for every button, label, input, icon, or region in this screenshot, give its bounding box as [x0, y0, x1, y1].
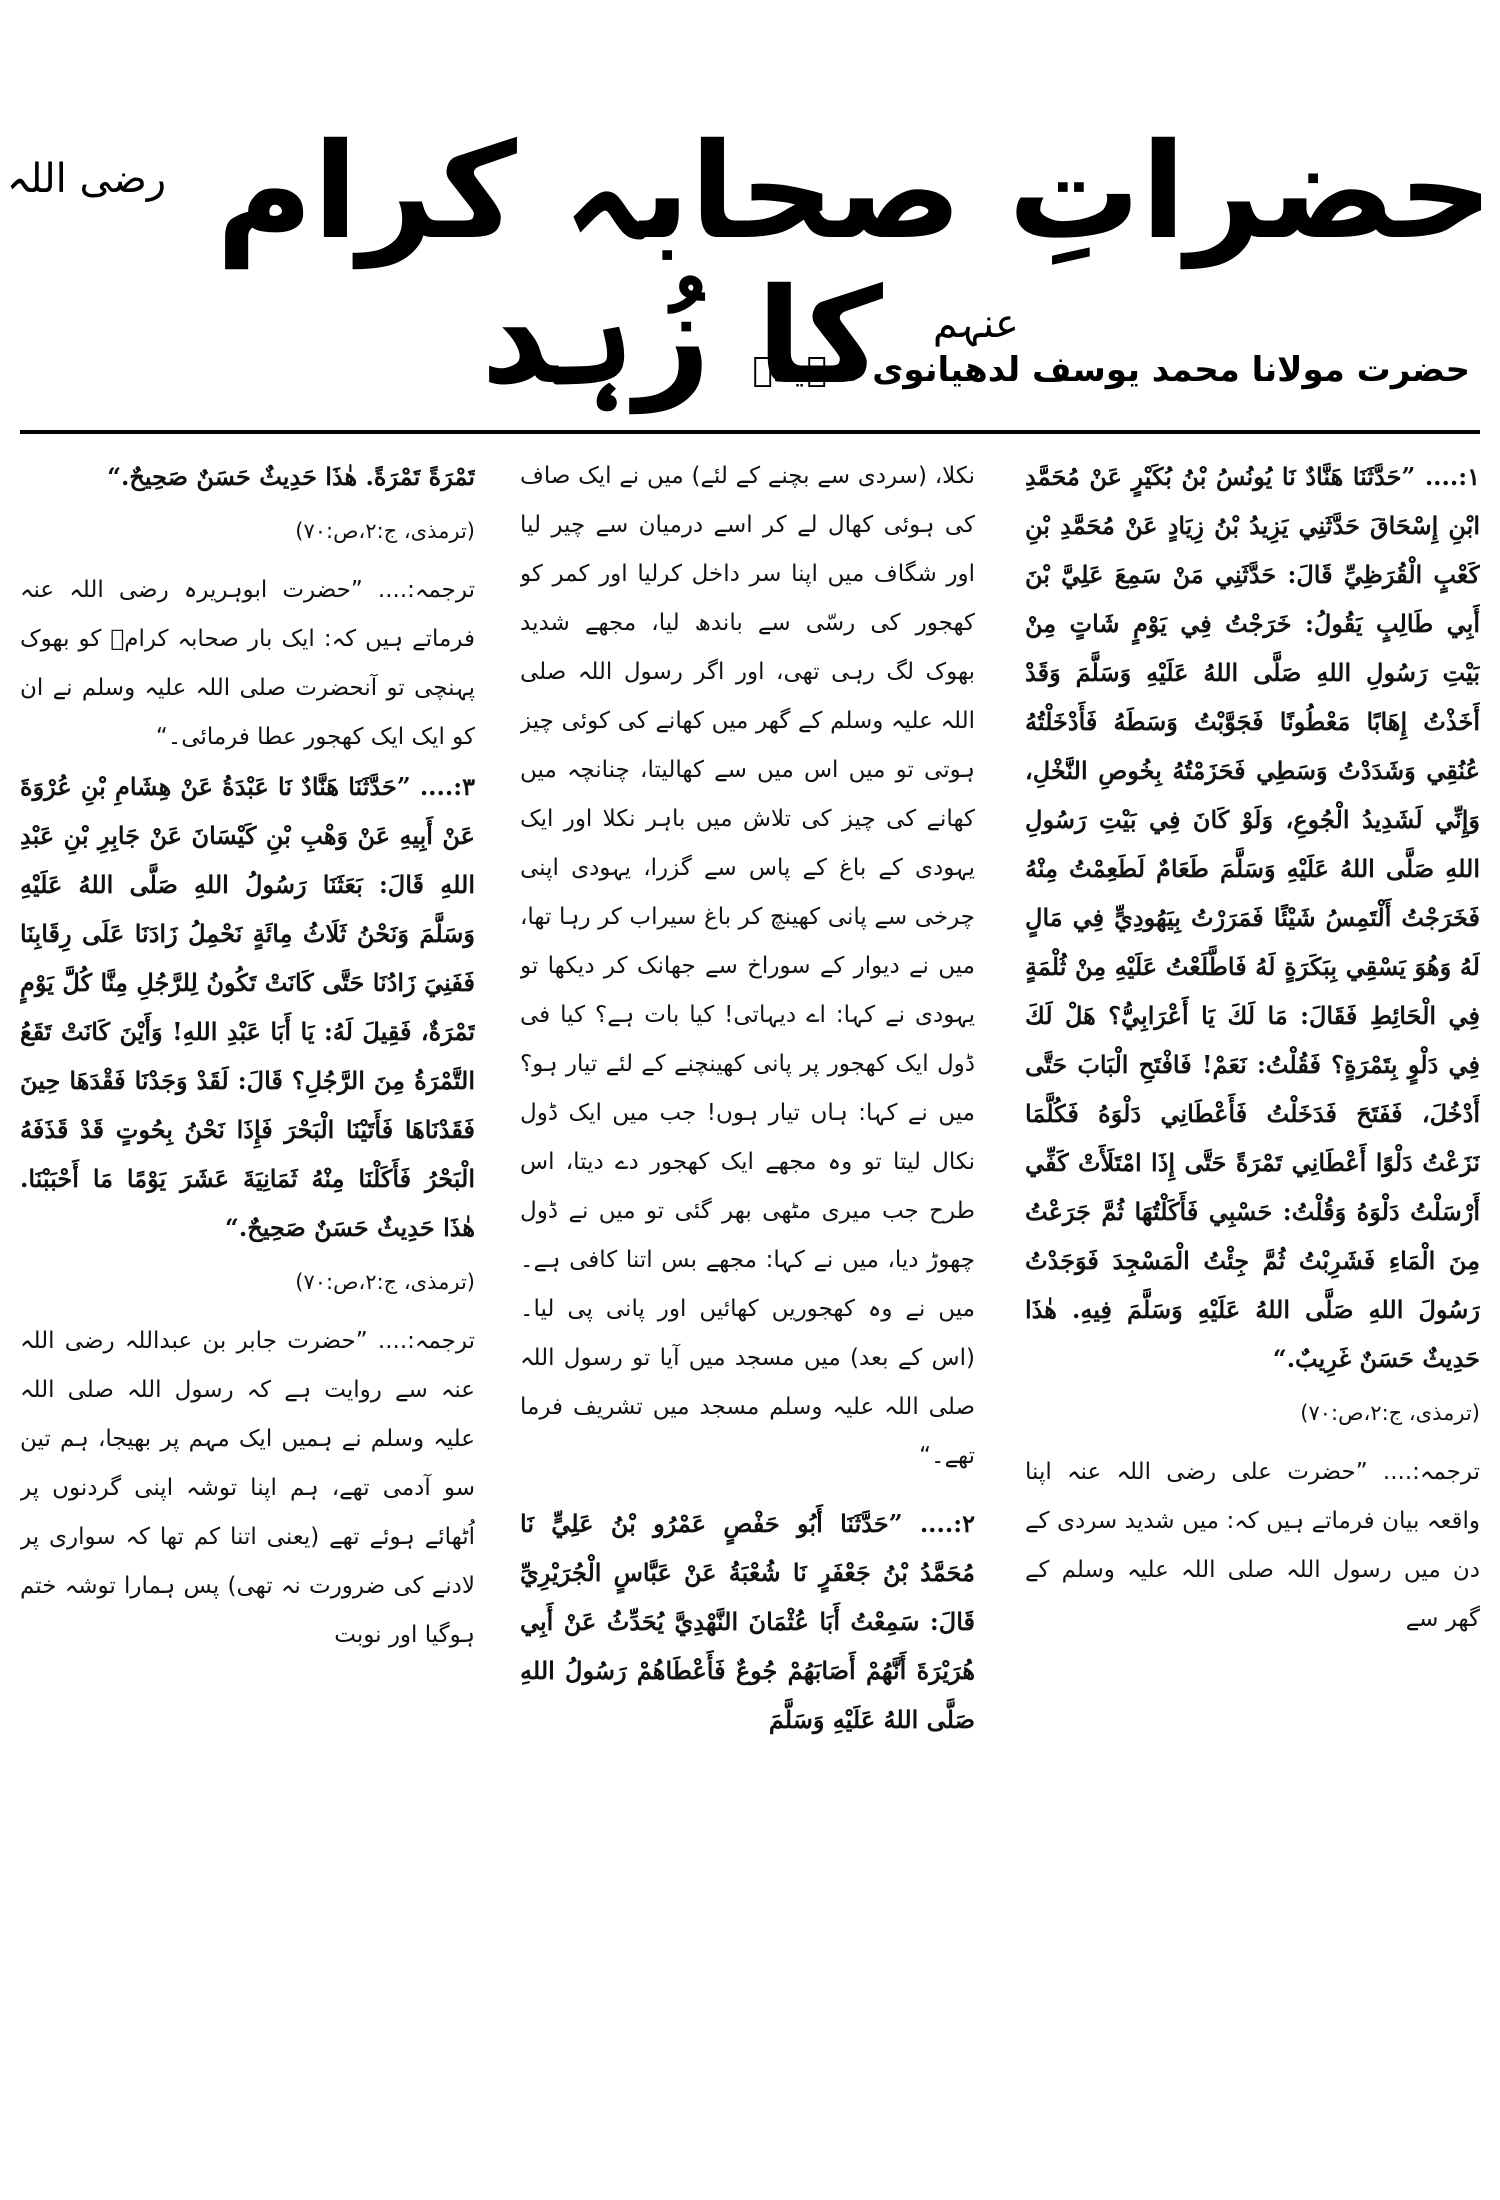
hadith-1-reference: (ترمذی، ج:۲،ص:۷۰)	[1300, 1401, 1480, 1425]
author-byline: حضرت مولانا محمد یوسف لدھیانوی شہیدؒ	[752, 350, 1470, 390]
hadith-1-arabic: ۱:.... ”حَدَّثَنَا هَنَّادٌ نَا يُونُسُ بْنُ بُكَيْرٍ عَنْ مُحَمَّدِ ابْنِ إِسْحَاقَ حَدَّثَنِي يَزِيدُ بْنُ زِيَادٍ عَنْ مُحَمَّدِ بْنِ كَعْبٍ الْقُرَظِيِّ قَالَ: حَدَّثَنِي مَنْ سَمِعَ عَلِيَّ بْنَ أَبِي طَالِبٍ يَقُولُ: خَرَجْتُ فِي يَوْمٍ شَاتٍ مِنْ بَيْتِ رَسُولِ اللهِ صَلَّى اللهُ عَلَيْهِ وَسَلَّمَ وَقَدْ أَخَذْتُ إِهَابًا مَعْطُونًا فَجَوَّبْتُ وَسَطَهُ فَأَدْخَلْتُهُ عُنُقِي وَشَدَدْتُ وَسَطِي فَحَزَمْتُهُ بِخُوصِ النَّخْلِ، وَإِنِّي لَشَدِيدُ الْجُوعِ، وَلَوْ كَانَ فِي بَيْتِ رَسُولِ اللهِ صَلَّى اللهُ عَلَيْهِ وَسَلَّمَ طَعَامٌ لَطَعِمْتُ مِنْهُ فَخَرَجْتُ أَلْتَمِسُ شَيْئًا فَمَرَرْتُ بِيَهُودِيٍّ فِي مَالٍ لَهُ وَهُوَ يَسْقِي بِبَكَرَةٍ لَهُ فَاطَّلَعْتُ عَلَيْهِ مِنْ ثُلْمَةٍ فِي الْحَائِطِ فَقَالَ: مَا لَكَ يَا أَعْرَابِيُّ؟ هَلْ لَكَ فِي دَلْوٍ بِتَمْرَةٍ؟ فَقُلْتُ: نَعَمْ! فَافْتَحِ الْبَابَ حَتَّى أَدْخُلَ، فَفَتَحَ فَدَخَلْتُ فَأَعْطَانِي دَلْوَهُ فَكُلَّمَا نَزَعْتُ دَلْوًا أَعْطَانِي تَمْرَةً حَتَّى إِذَا امْتَلَأَتْ كَفِّي أَرْسَلْتُ دَلْوَهُ وَقُلْتُ: حَسْبِي فَأَكَلْتُهَا ثُمَّ جَرَعْتُ مِنَ الْمَاءِ فَشَرِبْتُ ثُمَّ جِئْتُ الْمَسْجِدَ فَوَجَدْتُ رَسُولَ اللهِ صَلَّى اللهُ عَلَيْهِ وَسَلَّمَ فِيهِ. هٰذَا حَدِيثٌ حَسَنٌ غَرِيبٌ.“	[1025, 462, 1480, 1373]
hadith-1-translation-cont: نکلا، (سردی سے بچنے کے لئے) میں نے ایک صاف کی ہوئی کھال لے کر اسے درمیان سے چیر لیا اور شگاف میں اپنا سر داخل کرلیا اور کمر کو کھجور کی رسّی سے باندھ لیا، مجھے شدید بھوک لگ رہی تھی، اور اگر رسول اللہ صلی اللہ علیہ وسلم کے گھر میں کھانے کی کوئی چیز ہوتی تو میں اس میں سے کھالیتا، چنانچہ میں کھانے کی چیز کی تلاش میں باہر نکلا اور ایک یہودی کے باغ کے پاس سے گزرا، یہودی اپنی چرخی سے پانی کھینچ کر باغ سیراب کر رہا تھا، میں نے دیوار کے سوراخ سے جھانک کر دیکھا تو یہودی نے کہا: اے دیہاتی! کیا بات ہے؟ کیا فی ڈول ایک کھجور پر پانی کھینچنے کے لئے تیار ہو؟ میں نے کہا: ہاں تیار ہوں! جب میں ایک ڈول نکال لیتا تو وہ مجھے ایک کھجور دے دیتا، اس طرح جب میری مٹھی بھر گئی تو میں نے ڈول چھوڑ دیا، میں نے کہا: مجھے بس اتنا کافی ہے۔ میں نے وہ کھجوریں کھائیں اور پانی پی لیا۔ (اس کے بعد) میں مسجد میں آیا تو رسول اللہ صلی اللہ علیہ وسلم مسجد میں تشریف فرما تھے۔“	[520, 463, 975, 1469]
column-middle	[520, 452, 975, 2177]
hadith-2-reference: (ترمذی، ج:۲،ص:۷۰)	[295, 519, 475, 543]
header-divider	[20, 430, 1480, 434]
paragraph-gap	[520, 1481, 975, 1499]
hadith-2-translation: ترجمہ:.... ”حضرت ابوہریرہ رضی اللہ عنہ فرماتے ہیں کہ: ایک بار صحابہ کرامؓ کو بھوک پہنچی تو آنحضرت صلی اللہ علیہ وسلم نے ان کو ایک ایک کھجور عطا فرمائی۔“	[20, 577, 475, 750]
title-suffix: کا زُہد	[481, 260, 883, 415]
hadith-1-translation-start: ترجمہ:.... ”حضرت علی رضی اللہ عنہ اپنا واقعہ بیان فرماتے ہیں کہ: میں شدید سردی کے دن میں رسول اللہ صلی اللہ علیہ وسلم کے گھر سے	[1025, 1459, 1480, 1632]
hadith-3-reference: (ترمذی، ج:۲،ص:۷۰)	[295, 1270, 475, 1294]
hadith-2-arabic-end: تَمْرَةً تَمْرَةً. هٰذَا حَدِيثٌ حَسَنٌ صَحِيحٌ.“	[107, 462, 475, 491]
column-right	[1025, 452, 1480, 2177]
column-left	[20, 452, 475, 2177]
title-honorific: رضی اللہ عنہم	[6, 156, 1019, 348]
title-main: حضراتِ صحابہ کرام	[216, 115, 1494, 269]
hadith-3-arabic: ۳:.... ”حَدَّثَنَا هَنَّادٌ نَا عَبْدَةُ عَنْ هِشَامِ بْنِ عُرْوَةَ عَنْ أَبِيهِ عَنْ وَهْبِ بْنِ كَيْسَانَ عَنْ جَابِرِ بْنِ عَبْدِ اللهِ قَالَ: بَعَثَنَا رَسُولُ اللهِ صَلَّى اللهُ عَلَيْهِ وَسَلَّمَ وَنَحْنُ ثَلَاثُ مِائَةٍ نَحْمِلُ زَادَنَا عَلَى رِقَابِنَا فَفَنِيَ زَادُنَا حَتَّى كَانَتْ تَكُونُ لِلرَّجُلِ مِنَّا كُلَّ يَوْمٍ تَمْرَةٌ، فَقِيلَ لَهُ: يَا أَبَا عَبْدِ اللهِ! وَأَيْنَ كَانَتْ تَقَعُ التَّمْرَةُ مِنَ الرَّجُلِ؟ قَالَ: لَقَدْ وَجَدْنَا فَقْدَهَا حِينَ فَقَدْنَاهَا فَأَتَيْنَا الْبَحْرَ فَإِذَا نَحْنُ بِحُوتٍ قَدْ قَذَفَهُ الْبَحْرُ فَأَكَلْنَا مِنْهُ ثَمَانِيَةَ عَشَرَ يَوْمًا مَا أَحْبَبْنَا. هٰذَا حَدِيثٌ حَسَنٌ صَحِيحٌ.“	[20, 772, 475, 1242]
hadith-3-translation-start: ترجمہ:.... ”حضرت جابر بن عبداللہ رضی اللہ عنہ سے روایت ہے کہ رسول اللہ صلی اللہ علیہ وسلم نے ہمیں ایک مہم پر بھیجا، ہم تین سو آدمی تھے، ہم اپنا توشہ اپنی گردنوں پر اُٹھائے ہوئے تھے (یعنی اتنا کم تھا کہ سواری پر لادنے کی ضرورت نہ تھی) پس ہمارا توشہ ختم ہوگیا اور نوبت	[20, 1328, 475, 1648]
hadith-2-arabic-start: ۲:.... ”حَدَّثَنَا أَبُو حَفْصٍ عَمْرُو بْنُ عَلِيٍّ نَا مُحَمَّدُ بْنُ جَعْفَرٍ نَا شُعْبَةُ عَنْ عَبَّاسٍ الْجُرَيْرِيِّ قَالَ: سَمِعْتُ أَبَا عُثْمَانَ النَّهْدِيَّ يُحَدِّثُ عَنْ أَبِي هُرَيْرَةَ أَنَّهُمْ أَصَابَهُمْ جُوعٌ فَأَعْطَاهُمْ رَسُولُ اللهِ صَلَّى اللهُ عَلَيْهِ وَسَلَّمَ	[520, 1509, 975, 1734]
